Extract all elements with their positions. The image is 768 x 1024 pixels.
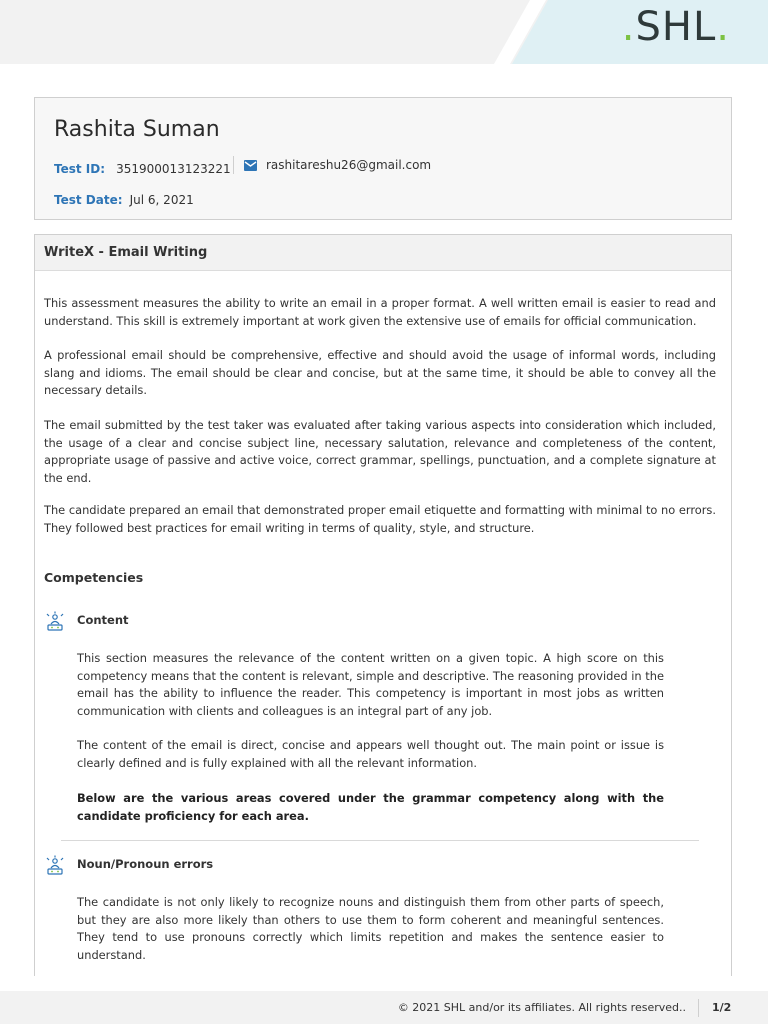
content-paragraph-3: Below are the various areas covered under the grammar competency along with the candidate proficiency for each area.	[77, 791, 664, 823]
competencies-heading: Competencies	[44, 570, 144, 585]
noun-pronoun-icon	[44, 855, 66, 877]
candidate-name: Rashita Suman	[54, 117, 220, 142]
noun-pronoun-paragraph: The candidate is not only likely to recognize nouns and distinguish them from other parts of speech, but they are also more likely than others to use them to form coherent and meaningful sentences. They tend to use pronouns correctly which limits repetition and makes the sentence easier to understand.	[77, 895, 664, 962]
mail-icon	[244, 160, 257, 171]
intro-paragraph-3: The email submitted by the test taker was evaluated after taking various aspects into consideration which included, the usage of a clear and concise subject line, necessary salutation, relevance and completeness of the content, appropriate usage of passive and active voice, correct grammar, spellings, punctuation, and a complete signature at the end.	[44, 418, 716, 485]
section-card	[34, 234, 732, 976]
footer	[0, 991, 768, 1024]
content-title: Content	[77, 613, 129, 627]
content-paragraph-2: The content of the email is direct, concise and appears well thought out. The main point or issue is clearly defined and is fully explained with all the relevant information.	[77, 738, 664, 770]
header-band	[0, 0, 768, 64]
test-date-label: Test Date:	[54, 193, 123, 207]
test-id-value: 351900013123221	[116, 162, 231, 176]
candidate-email: rashitareshu26@gmail.com	[266, 158, 432, 172]
competency-icon	[44, 611, 66, 633]
intro-paragraph-4: The candidate prepared an email that demonstrated proper email etiquette and formatting with minimal to no errors. They followed best practices for email writing in terms of quality, style, and structure.	[44, 503, 716, 535]
test-date-value: Jul 6, 2021	[129, 193, 194, 207]
section-title: WriteX - Email Writing	[44, 245, 208, 260]
divider	[233, 156, 234, 174]
noun-pronoun-title: Noun/Pronoun errors	[77, 857, 214, 871]
section-header	[35, 235, 731, 271]
footer-divider	[698, 999, 699, 1017]
page-number: 1/2	[712, 1001, 732, 1014]
intro-paragraph-1: This assessment measures the ability to write an email in a proper format. A well written email is easier to read and understand. This skill is extremely important at work given the extensive use of emails for official communication.	[44, 296, 716, 328]
intro-paragraph-2: A professional email should be comprehensive, effective and should avoid the usage of informal words, including slang and idioms. The email should be clear and concise, but at the same time, it should be able to convey all the necessary details.	[44, 348, 716, 397]
divider-line	[61, 840, 699, 841]
test-date-row	[54, 189, 194, 208]
copyright-text: © 2021 SHL and/or its affiliates. All rights reserved..	[397, 1001, 686, 1014]
content-paragraph-1: This section measures the relevance of the content written on a given topic. A high score on this competency means that the content is relevant, simple and descriptive. The reasoning provided in the email has the ability to influence the reader. This competency is important in most jobs as written communication with clients and colleagues is an integral part of any job.	[77, 651, 664, 718]
shl-logo: .SHL.	[621, 4, 730, 50]
test-id-row	[54, 158, 231, 177]
test-id-label: Test ID:	[54, 162, 106, 176]
